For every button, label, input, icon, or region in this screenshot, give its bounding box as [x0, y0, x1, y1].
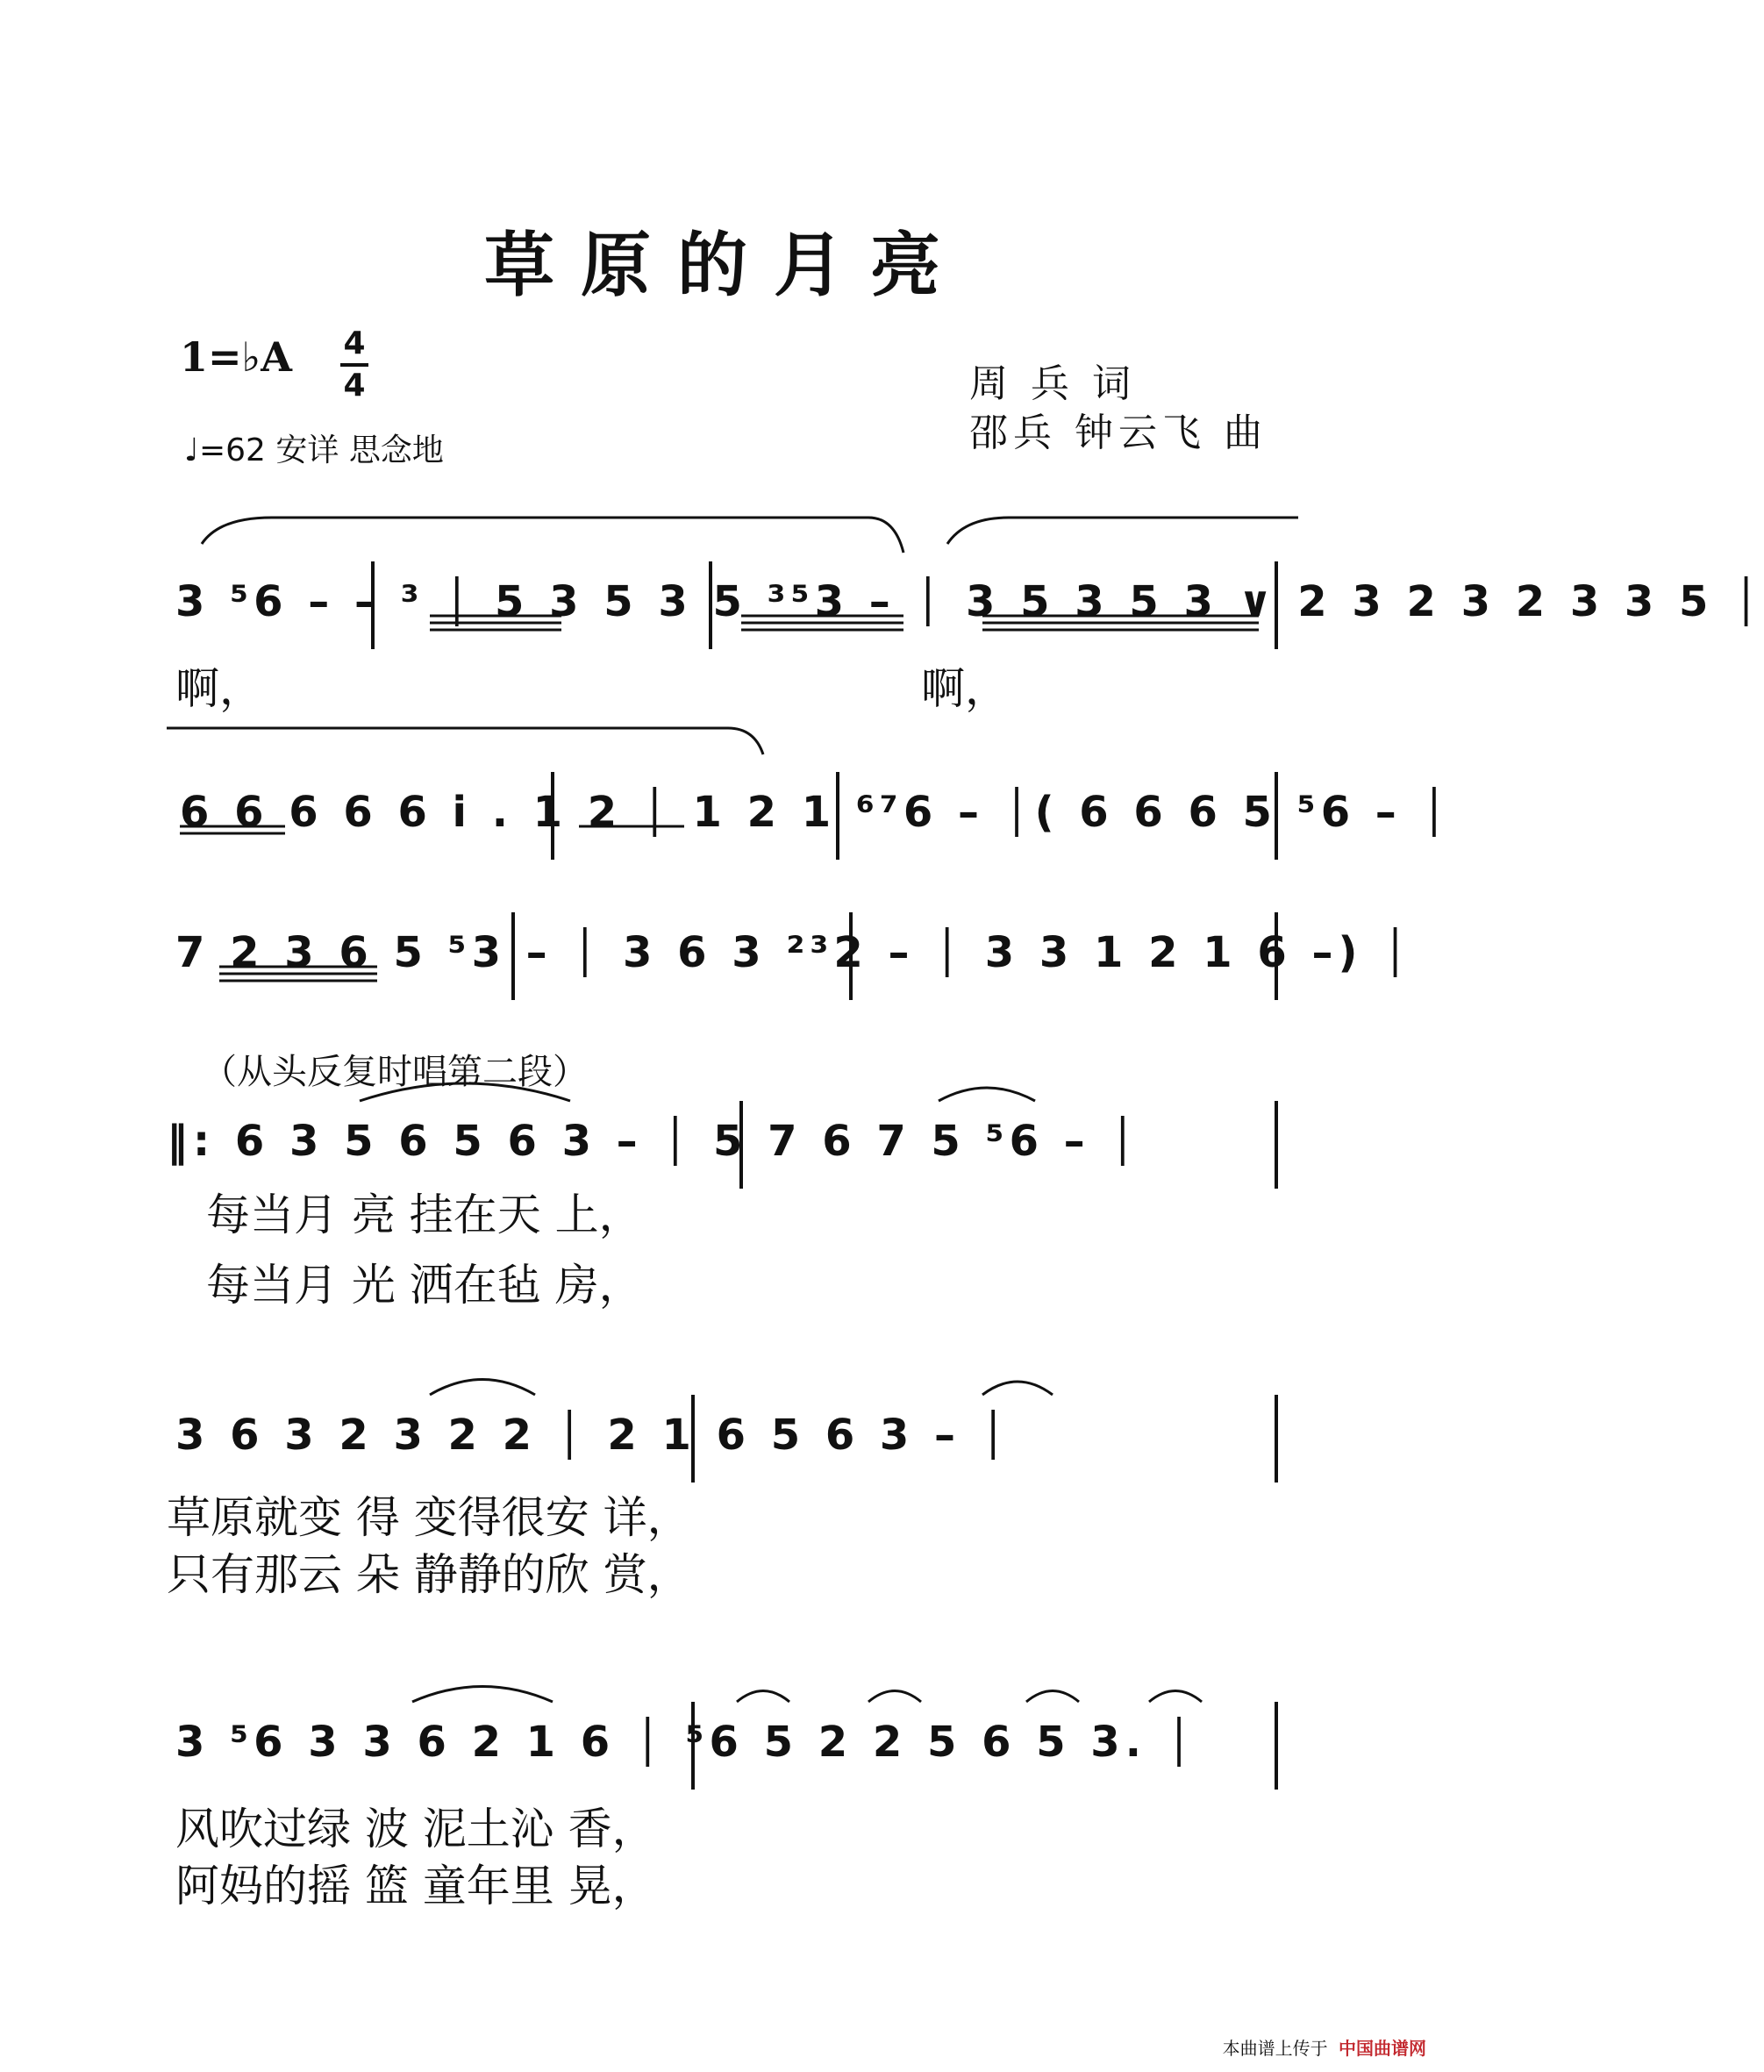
lyric-4-verse2: 每当月 光 洒在毡 房， [206, 1260, 643, 1311]
notation-line-2: 6 6 6 6 6 i . 1 2 │ 1 2 1 ⁶⁷6 – │( 6 6 6 5 ⁵6 – │ [180, 788, 1453, 837]
repeat-instruction: （从头反复时唱第二段） [202, 1052, 588, 1092]
source-footer [1223, 2034, 1426, 2060]
lyricist-credit: 周 兵 词 [969, 361, 1136, 406]
key-signature: 1=♭A [180, 333, 292, 381]
tempo-marking: ♩=62 安详 思念地 [184, 432, 444, 468]
notation-line-5: 3 6 3 2 3 2 2 │ 2 1 6 5 6 3 – │ [175, 1411, 1011, 1460]
lyric-5-verse1: 草原就变 得 变得很安 详， [167, 1492, 691, 1543]
staff-line-5 [167, 1404, 1307, 1474]
lyric-6-verse2: 阿妈的摇 篮 童年里 晃， [175, 1861, 656, 1911]
staff-line-1 [167, 570, 1764, 640]
notation-line-4: ‖: 6 3 5 6 5 6 3 – │ 5 7 6 7 5 ⁵6 – │ [167, 1117, 1141, 1166]
credits [969, 360, 1268, 458]
lyric-1b: 啊， [921, 663, 1009, 714]
meter-bottom: 4 [343, 368, 366, 404]
lyric-5-verse2: 只有那云 朵 静静的欣 赏， [167, 1549, 691, 1600]
staff-line-4 [167, 1110, 1307, 1180]
lyric-4-verse1: 每当月 亮 挂在天 上， [206, 1190, 643, 1240]
notation-line-3: 7 2 3 6 5 ⁵3 – │ 3 6 3 ²³2 – │ 3 3 1 2 1 6 –) │ [175, 928, 1414, 977]
song-title: 草原的月亮 [484, 224, 967, 306]
lyric-1a: 啊， [175, 663, 263, 714]
meter-top: 4 [343, 325, 366, 361]
time-signature [340, 326, 368, 404]
site-logo-text[interactable]: 中国曲谱网 [1339, 2038, 1426, 2059]
staff-line-2 [167, 781, 1453, 851]
staff-line-3 [167, 921, 1414, 991]
staff-line-6 [167, 1711, 1307, 1781]
meter-divider [340, 363, 368, 367]
composer-credit: 邵兵 钟云飞 曲 [969, 411, 1268, 455]
lyric-6-verse1: 风吹过绿 波 泥土沁 香， [175, 1804, 656, 1854]
footer-prefix: 本曲谱上传于 [1222, 2038, 1328, 2059]
notation-line-1: 3 ⁵6 – – ³ │ 5 3 5 3 5 ³⁵3 – │ 3 5 3 5 3 ∨ 2 3 2 3 2 3 3 5 │ [175, 577, 1764, 626]
notation-line-6: 3 ⁵6 3 3 6 2 1 6 │ ⁵6 5 2 2 5 6 5 3. │ [175, 1718, 1197, 1767]
